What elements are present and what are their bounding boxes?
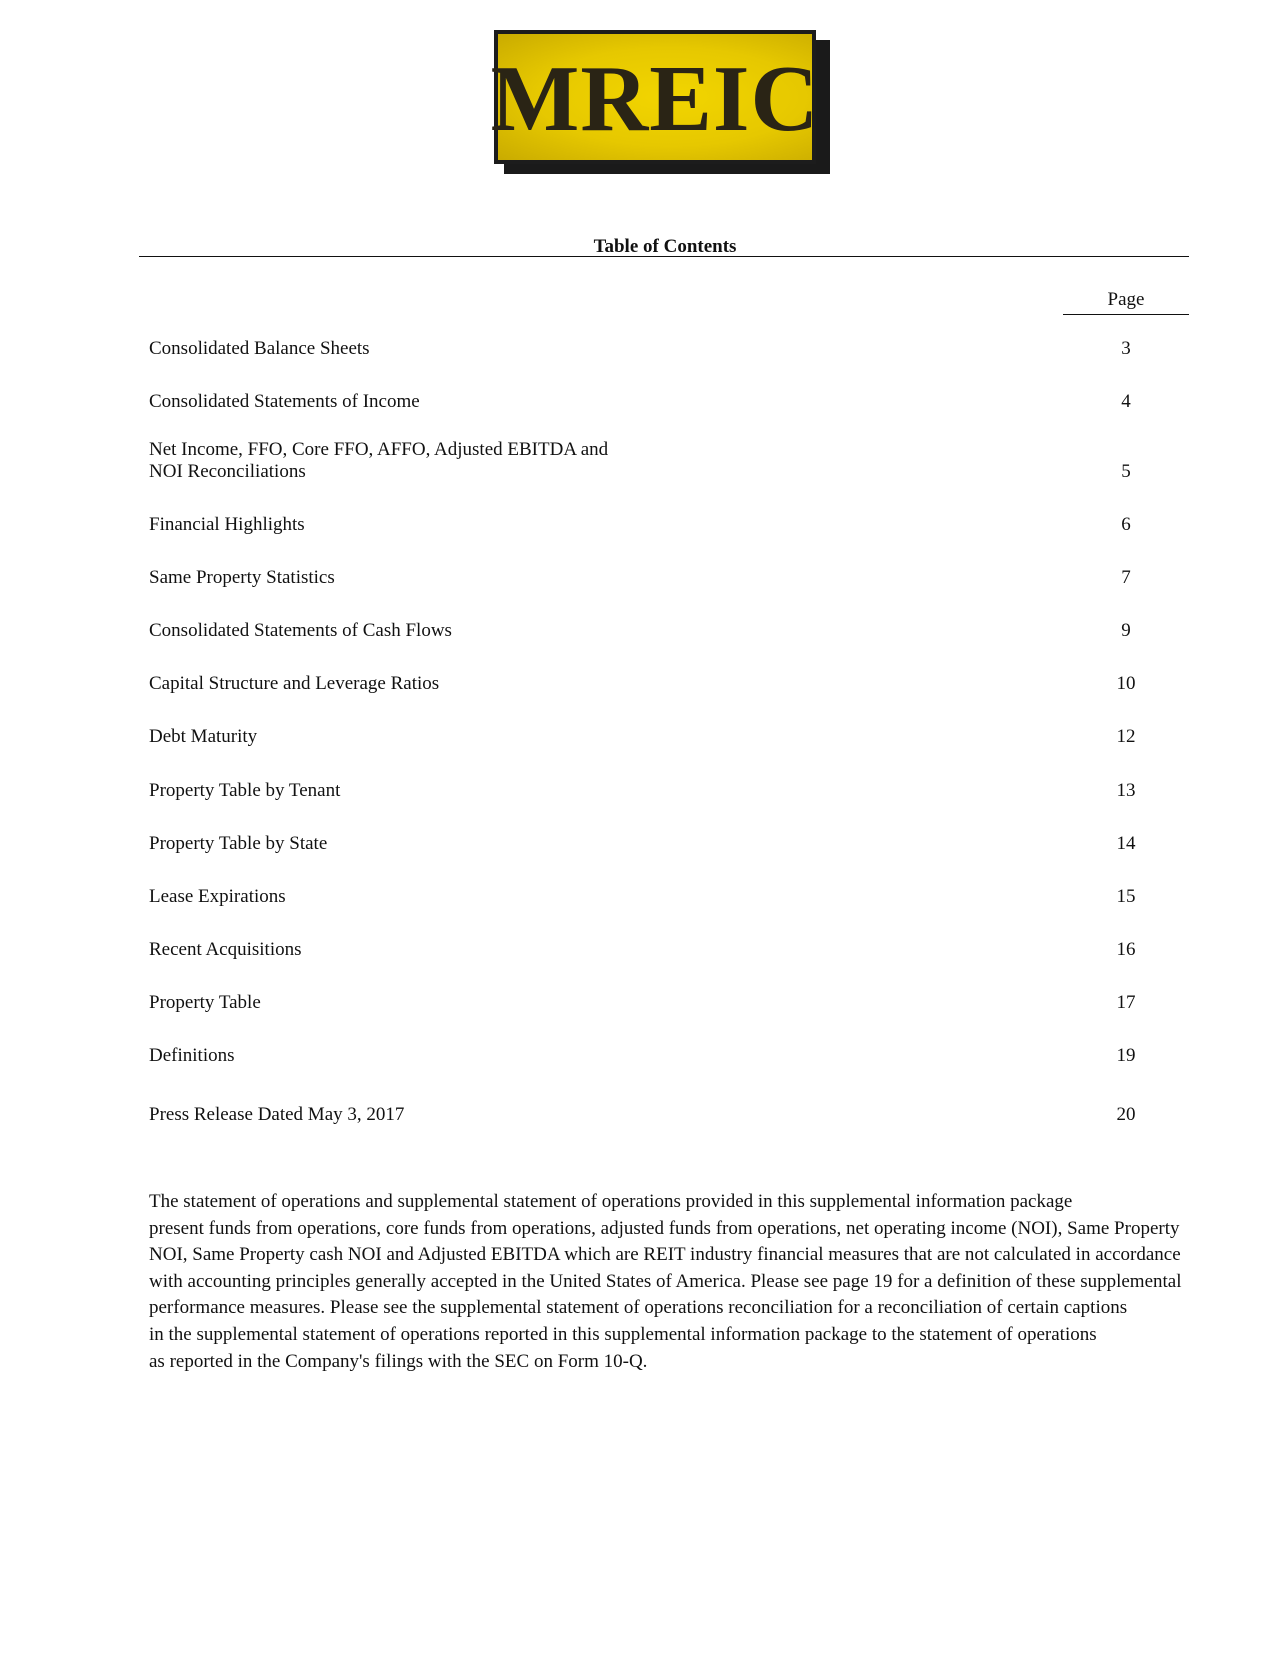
- toc-entry-label: Same Property Statistics: [149, 567, 335, 588]
- toc-title: Table of Contents: [593, 236, 737, 257]
- toc-entry-page: 13: [1116, 780, 1136, 801]
- disclaimer-paragraph: [149, 1189, 1189, 1375]
- title-rule: [139, 256, 1189, 257]
- toc-entry-page: 15: [1116, 886, 1136, 907]
- disclaimer-line: performance measures. Please see the supplemental statement of operations reconciliation for a reconciliation of certain captions: [149, 1297, 1128, 1319]
- toc-entry-page: 3: [1121, 338, 1131, 359]
- toc-entry-label: Recent Acquisitions: [149, 939, 302, 960]
- toc-entry: [149, 939, 1149, 961]
- toc-entry: [149, 726, 1149, 748]
- toc-entry-label: Property Table by Tenant: [149, 780, 341, 801]
- toc-entry: [149, 1045, 1149, 1067]
- toc-entry: [149, 780, 1149, 802]
- disclaimer-line: as reported in the Company's filings with the SEC on Form 10-Q.: [149, 1350, 648, 1372]
- toc-entry-page: 7: [1121, 567, 1131, 588]
- toc-entry-page: 12: [1116, 726, 1136, 747]
- disclaimer-line: in the supplemental statement of operations reported in this supplemental information package to the statement of operations: [149, 1323, 1097, 1345]
- toc-entry-page: 16: [1116, 939, 1136, 960]
- toc-entry: [149, 673, 1149, 695]
- toc-entry-label: Consolidated Statements of Cash Flows: [149, 620, 452, 641]
- toc-entry-page: 6: [1121, 514, 1131, 535]
- toc-entry-label: Consolidated Statements of Income: [149, 391, 420, 412]
- toc-entry-page: 10: [1116, 673, 1136, 694]
- toc-entry-page: 17: [1116, 992, 1136, 1013]
- toc-entry-label: Capital Structure and Leverage Ratios: [149, 673, 440, 694]
- page-column-header: Page: [1063, 289, 1189, 315]
- toc-entry-label-line2: NOI Reconciliations: [149, 461, 306, 482]
- toc-entry-label: Property Table: [149, 992, 261, 1013]
- toc-entry-label: Lease Expirations: [149, 886, 286, 907]
- toc-entry-page: 20: [1116, 1104, 1136, 1125]
- toc-entry-label: Financial Highlights: [149, 514, 305, 535]
- toc-entry: [149, 1104, 1149, 1126]
- toc-entry-label: Definitions: [149, 1045, 235, 1066]
- toc-entry-label-line1: Net Income, FFO, Core FFO, AFFO, Adjusted EBITDA and: [149, 439, 609, 460]
- toc-entry-label: Debt Maturity: [149, 726, 258, 747]
- toc-entry-label: Consolidated Balance Sheets: [149, 338, 370, 359]
- company-logo: [490, 30, 832, 176]
- logo-text: MREIC: [490, 47, 820, 151]
- toc-entry: [149, 620, 1149, 642]
- toc-entry: [149, 833, 1149, 855]
- logo-box: [490, 30, 820, 164]
- toc-entry-page: 19: [1116, 1045, 1136, 1066]
- toc-entry: [149, 439, 1149, 483]
- toc-entry-page: 4: [1121, 391, 1131, 412]
- disclaimer-line: The statement of operations and supplemental statement of operations provided in this supplemental information package: [149, 1191, 1073, 1212]
- toc-entry: [149, 514, 1149, 536]
- toc-entry: [149, 992, 1149, 1014]
- disclaimer-line: NOI, Same Property cash NOI and Adjusted EBITDA which are REIT industry financial measures that are not calculated in accordance: [149, 1244, 1181, 1266]
- toc-entry: [149, 338, 1149, 360]
- disclaimer-line: with accounting principles generally accepted in the United States of America. Please see page 19 for a definition of these supplemental: [149, 1270, 1182, 1292]
- disclaimer-line: present funds from operations, core funds from operations, adjusted funds from operations, net operating income (NOI), Same Property: [149, 1217, 1180, 1239]
- toc-entry-page: 9: [1121, 620, 1131, 641]
- toc-entry-page: 14: [1116, 833, 1136, 854]
- toc-entry: [149, 567, 1149, 589]
- toc-entry: [149, 886, 1149, 908]
- toc-entry-label: Property Table by State: [149, 833, 328, 854]
- toc-entry-page: 5: [1121, 461, 1131, 482]
- toc-entry: [149, 391, 1149, 413]
- toc-entry-label: Press Release Dated May 3, 2017: [149, 1104, 405, 1125]
